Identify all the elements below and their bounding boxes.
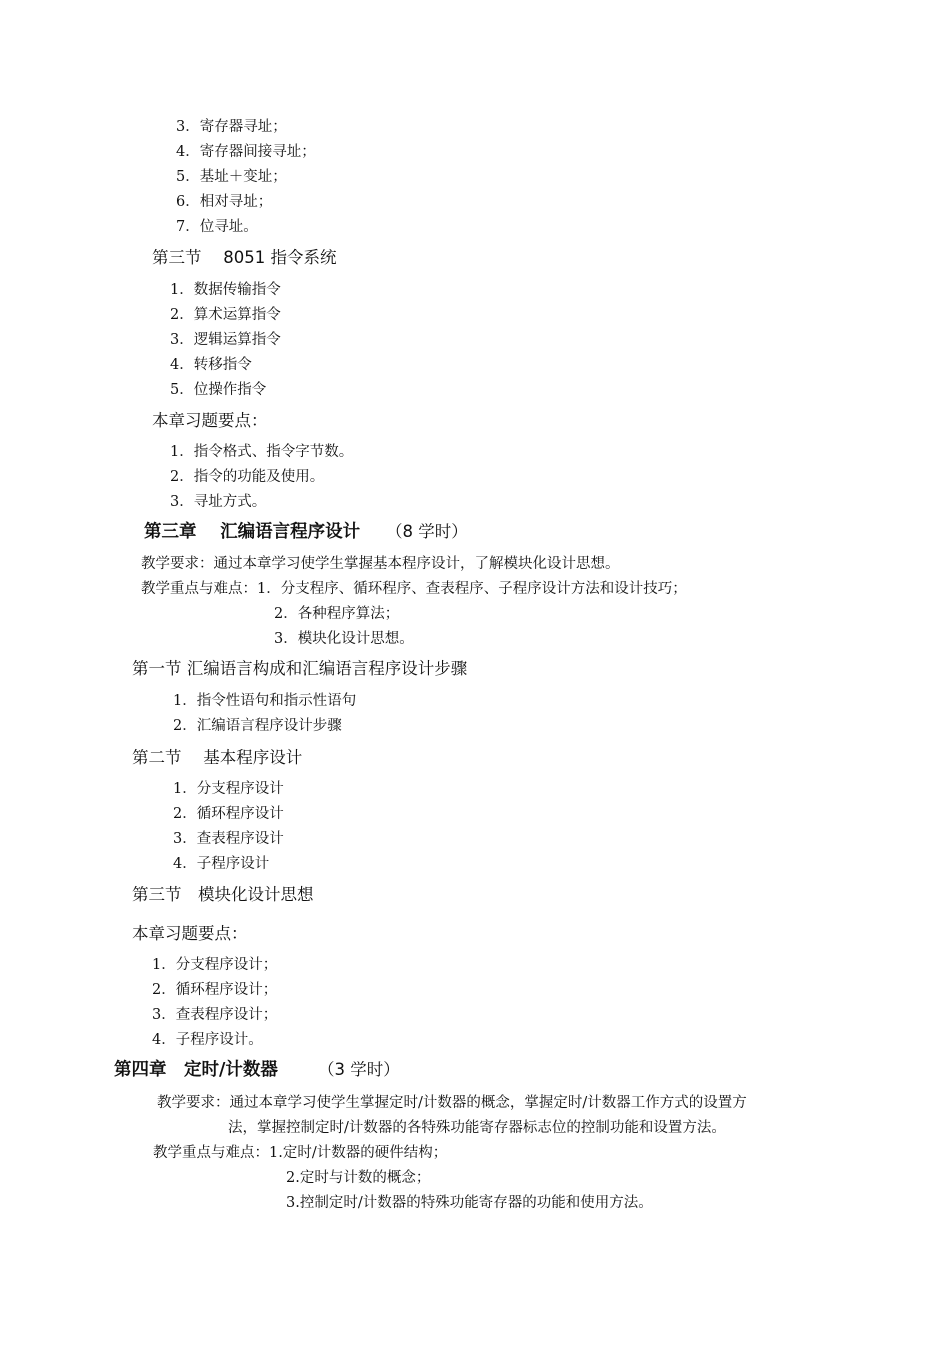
- text-line-14: 3．寻址方式。: [170, 494, 267, 510]
- text-line-17: 教学要求：通过本章学习使学生掌握基本程序设计，了解模块化设计思想。: [141, 556, 620, 572]
- text-line-21: 第一节 汇编语言构成和汇编语言程序设计步骤: [132, 659, 468, 678]
- text-line-7: 2．算术运算指令: [170, 307, 281, 323]
- text-line-34: 4．子程序设计。: [152, 1032, 263, 1048]
- text-line-11: 本章习题要点：: [152, 411, 268, 430]
- text-line-5: 第三节 8051 指令系统: [152, 248, 337, 267]
- text-line-23: 2．汇编语言程序设计步骤: [173, 718, 342, 734]
- text-line-37: 教学要求：通过本章学习使学生掌握定时/计数器的概念，掌握定时/计数器工作方式的设置方: [157, 1095, 747, 1111]
- text-line-2: 5．基址＋变址；: [176, 169, 287, 185]
- text-line-12: 1．指令格式、指令字节数。: [170, 444, 354, 460]
- text-line-8: 3．逻辑运算指令: [170, 332, 281, 348]
- text-line-29: 第三节 模块化设计思想: [132, 885, 314, 904]
- text-line-22: 1．指令性语句和指示性语句: [173, 693, 357, 709]
- text-line-24: 第二节 基本程序设计: [132, 748, 303, 767]
- text-line-18: 教学重点与难点：1．分支程序、循环程序、查表程序、子程序设计方法和设计技巧；: [141, 581, 687, 597]
- text-line-1: 4．寄存器间接寻址；: [176, 144, 316, 160]
- text-line-20: 3．模块化设计思想。: [274, 631, 414, 647]
- text-line-26: 2．循环程序设计: [173, 806, 284, 822]
- text-line-31: 1．分支程序设计；: [152, 957, 278, 973]
- text-line-19: 2．各种程序算法；: [274, 606, 400, 622]
- text-line-36: （3 学时）: [318, 1060, 400, 1079]
- text-line-30: 本章习题要点：: [132, 924, 248, 943]
- text-line-39: 教学重点与难点：1.定时/计数器的硬件结构；: [153, 1145, 448, 1161]
- text-line-3: 6．相对寻址；: [176, 194, 273, 210]
- text-line-27: 3．查表程序设计: [173, 831, 284, 847]
- text-line-25: 1．分支程序设计: [173, 781, 284, 797]
- text-line-35: 第四章 定时/计数器: [114, 1060, 278, 1080]
- text-line-33: 3．查表程序设计；: [152, 1007, 278, 1023]
- text-line-38: 法，掌握控制定时/计数器的各特殊功能寄存器标志位的控制功能和设置方法。: [228, 1120, 726, 1136]
- text-line-16: （8 学时）: [386, 522, 468, 541]
- text-line-13: 2．指令的功能及使用。: [170, 469, 325, 485]
- text-line-10: 5．位操作指令: [170, 382, 267, 398]
- text-line-6: 1．数据传输指令: [170, 282, 281, 298]
- text-line-40: 2.定时与计数的概念；: [286, 1170, 431, 1186]
- text-line-41: 3.控制定时/计数器的特殊功能寄存器的功能和使用方法。: [286, 1195, 653, 1211]
- text-line-9: 4．转移指令: [170, 357, 252, 373]
- text-line-15: 第三章 汇编语言程序设计: [144, 522, 361, 542]
- text-line-32: 2．循环程序设计；: [152, 982, 278, 998]
- text-line-4: 7．位寻址。: [176, 219, 258, 235]
- text-line-28: 4．子程序设计: [173, 856, 270, 872]
- text-line-0: 3．寄存器寻址；: [176, 119, 287, 135]
